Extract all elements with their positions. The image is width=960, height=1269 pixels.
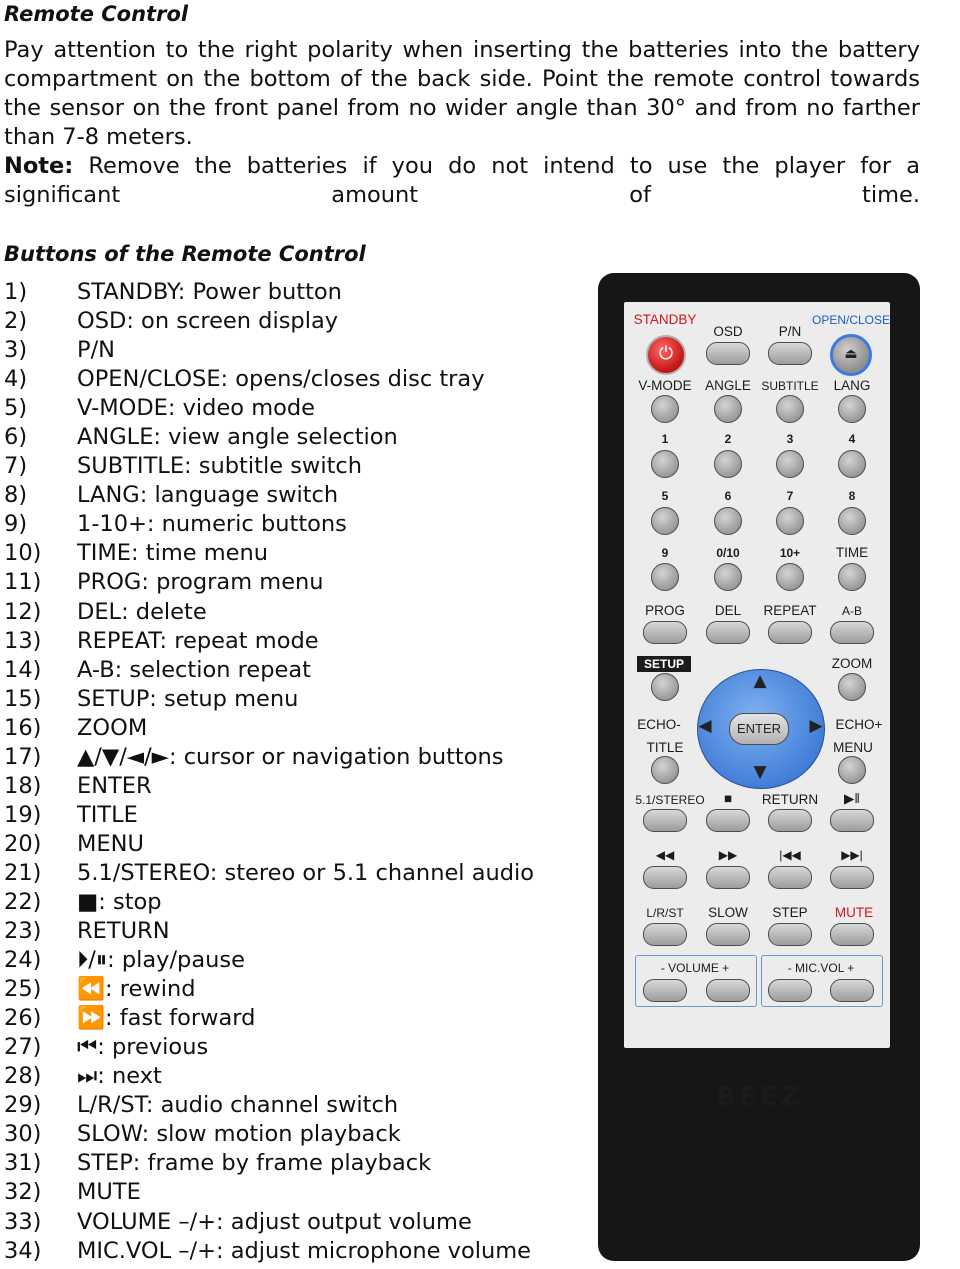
rewind-button[interactable] [643, 866, 687, 889]
label-slow: SLOW [708, 905, 748, 920]
list-item-number: 32) [4, 1179, 42, 1206]
label-lang: LANG [833, 378, 871, 393]
label-subtitle: SUBTITLE [761, 379, 819, 393]
label-3: 3 [786, 432, 794, 446]
list-item-number: 1) [4, 279, 28, 305]
digit-0-10-button[interactable] [714, 563, 742, 591]
list-item [4, 481, 564, 510]
note-label: Note: [4, 153, 74, 179]
subtitle-button[interactable] [776, 395, 804, 423]
left-arrow-icon[interactable]: ◀ [698, 716, 712, 736]
label-angle: ANGLE [705, 378, 751, 393]
list-item-number: 16) [4, 714, 42, 741]
list-item [4, 1004, 564, 1033]
label-volume: - VOLUME + [660, 961, 730, 975]
label-pn: P/N [778, 324, 802, 339]
label-4: 4 [848, 432, 856, 446]
list-item-text: TIME: time menu [77, 540, 269, 567]
list-item-text: DEL: delete [77, 598, 207, 625]
digit-9-button[interactable] [651, 563, 679, 591]
list-item-text: MIC.VOL –/+: adjust microphone volume [77, 1237, 531, 1264]
label-0-10: 0/10 [716, 546, 740, 560]
list-item-text: MENU [77, 830, 144, 857]
list-item-number: 25) [4, 976, 42, 1003]
label-9: 9 [661, 546, 669, 560]
setup-button[interactable] [651, 673, 679, 701]
list-item [4, 656, 564, 685]
zoom-button[interactable] [838, 673, 866, 701]
list-item-text: SLOW: slow motion playback [77, 1121, 401, 1148]
list-item [4, 830, 564, 859]
list-item-number: 3) [4, 337, 28, 364]
list-item-text: OPEN/CLOSE: opens/closes disc tray [77, 366, 485, 393]
list-item [4, 627, 564, 656]
list-item-text: SETUP: setup menu [77, 685, 299, 712]
list-item-text: OSD: on screen display [77, 308, 339, 335]
label-vmode: V-MODE [638, 378, 692, 393]
list-item [4, 772, 564, 801]
list-item-number: 30) [4, 1121, 42, 1148]
label-del: DEL [714, 603, 742, 618]
label-standby: STANDBY [633, 312, 697, 327]
list-item-text: ZOOM [77, 714, 148, 741]
list-item [4, 714, 564, 743]
list-item-number: 24) [4, 947, 42, 974]
list-item-text: 1-10+: numeric buttons [77, 511, 347, 538]
list-item [4, 510, 564, 539]
lang-button[interactable] [838, 395, 866, 423]
slow-button[interactable] [706, 923, 750, 946]
stop-icon: ■ [723, 791, 733, 806]
lrst-button[interactable] [643, 923, 687, 946]
digit-10plus-button[interactable] [776, 563, 804, 591]
digit-8-button[interactable] [838, 507, 866, 535]
micvol-minus-button[interactable] [768, 979, 812, 1002]
list-item-text: ⏭: next [77, 1063, 162, 1090]
brand-logo: BEEZ [715, 1082, 803, 1112]
time-button[interactable] [838, 563, 866, 591]
note [4, 152, 920, 210]
list-item-text: SUBTITLE: subtitle switch [77, 453, 363, 480]
list-item [4, 975, 564, 1004]
list-item-number: 4) [4, 366, 28, 393]
previous-button[interactable] [768, 866, 812, 889]
list-item [4, 539, 564, 568]
label-7: 7 [786, 489, 794, 503]
step-button[interactable] [768, 923, 812, 946]
list-item-number: 17) [4, 743, 42, 770]
list-item [4, 336, 564, 365]
previous-icon: |◀◀ [779, 848, 801, 862]
list-item-number: 12) [4, 598, 42, 625]
return-button[interactable] [768, 809, 812, 832]
list-item-number: 29) [4, 1092, 42, 1119]
repeat-button[interactable] [768, 621, 812, 644]
fast-forward-icon: ▶▶ [718, 848, 738, 862]
vmode-button[interactable] [651, 395, 679, 423]
label-echo-minus: ECHO- [637, 717, 681, 732]
list-item [4, 888, 564, 917]
list-item [4, 568, 564, 597]
ab-button[interactable] [830, 621, 874, 644]
list-item-text: ⏵/⏸: play/pause [77, 947, 245, 974]
digit-4-button[interactable] [838, 450, 866, 478]
digit-7-button[interactable] [776, 507, 804, 535]
list-item-number: 7) [4, 453, 28, 480]
list-item-number: 2) [4, 308, 28, 335]
list-item-text: ⏮: previous [77, 1034, 209, 1061]
label-51-stereo: 5.1/STEREO [635, 793, 705, 807]
list-item-number: 18) [4, 772, 42, 799]
list-item-number: 14) [4, 656, 42, 683]
label-menu: MENU [833, 740, 873, 755]
label-micvol: - MIC.VOL + [787, 961, 855, 975]
label-step: STEP [772, 905, 808, 920]
list-item [4, 917, 564, 946]
note-text: Remove the batteries if you do not intend to use the player for a significant amount of time. [4, 153, 921, 208]
osd-button[interactable] [706, 342, 750, 365]
digit-3-button[interactable] [776, 450, 804, 478]
list-item [4, 859, 564, 888]
list-item [4, 394, 564, 423]
eject-icon[interactable]: ⏏ [830, 334, 872, 376]
list-item-text: V-MODE: video mode [77, 395, 316, 422]
list-item [4, 452, 564, 481]
list-item-text: ANGLE: view angle selection [77, 424, 398, 451]
label-osd: OSD [713, 324, 743, 339]
list-item [4, 1062, 564, 1091]
stereo-button[interactable] [643, 809, 687, 832]
list-item [4, 685, 564, 714]
enter-button[interactable]: ENTER [729, 713, 789, 745]
list-item [4, 307, 564, 336]
label-2: 2 [724, 432, 732, 446]
label-8: 8 [848, 489, 856, 503]
page-title: Remote Control [4, 2, 189, 26]
label-zoom: ZOOM [831, 656, 873, 671]
list-item-number: 26) [4, 1005, 42, 1032]
fast-forward-button[interactable] [706, 866, 750, 889]
list-item-text: TITLE [77, 801, 138, 828]
label-ab: A-B [841, 604, 862, 618]
list-item-number: 13) [4, 627, 42, 654]
list-item [4, 598, 564, 627]
list-item-number: 11) [4, 569, 42, 596]
list-item [4, 946, 564, 975]
up-arrow-icon[interactable]: ▲ [753, 671, 767, 691]
label-time: TIME [835, 545, 869, 560]
list-item-number: 19) [4, 801, 42, 828]
list-item-text: REPEAT: repeat mode [77, 627, 319, 654]
label-openclose: OPEN/CLOSE [811, 313, 891, 327]
list-item-number: 20) [4, 830, 42, 857]
digit-6-button[interactable] [714, 507, 742, 535]
list-item-text: LANG: language switch [77, 482, 339, 509]
micvol-plus-button[interactable] [830, 979, 874, 1002]
label-setup: SETUP [637, 656, 691, 672]
play-pause-icon: ▶‖ [844, 791, 860, 806]
label-mute: MUTE [834, 905, 874, 920]
list-item-text: RETURN [77, 918, 170, 945]
volume-plus-button[interactable] [706, 979, 750, 1002]
list-item-text: VOLUME –/+: adjust output volume [77, 1208, 472, 1235]
menu-button[interactable] [838, 756, 866, 784]
list-item [4, 1208, 564, 1237]
list-item [4, 1149, 564, 1178]
stop-button[interactable] [706, 809, 750, 832]
label-echo-plus: ECHO+ [835, 717, 883, 732]
label-title: TITLE [646, 740, 684, 755]
list-item-text: L/R/ST: audio channel switch [77, 1092, 399, 1119]
list-item-number: 31) [4, 1150, 42, 1177]
list-item-number: 33) [4, 1208, 42, 1235]
buttons-list [4, 278, 564, 1266]
volume-minus-button[interactable] [643, 979, 687, 1002]
rewind-icon: ◀◀ [655, 848, 675, 862]
list-item-text: A-B: selection repeat [77, 656, 311, 683]
title-button[interactable] [651, 756, 679, 784]
list-item-text: ▲/▼/◄/►: cursor or navigation buttons [77, 743, 504, 770]
right-arrow-icon[interactable]: ▶ [809, 716, 823, 736]
next-button[interactable] [830, 866, 874, 889]
label-return: RETURN [761, 792, 819, 807]
list-item [4, 743, 564, 772]
mute-button[interactable] [830, 923, 874, 946]
list-item [4, 278, 564, 307]
list-item-text: STANDBY: Power button [77, 279, 342, 305]
list-item-text: ⏩: fast forward [77, 1005, 256, 1032]
list-item-number: 22) [4, 888, 42, 915]
list-item-text: 5.1/STEREO: stereo or 5.1 channel audio [77, 859, 535, 886]
list-item [4, 1237, 564, 1266]
list-item-number: 8) [4, 482, 28, 509]
next-icon: ▶▶| [841, 848, 863, 862]
del-button[interactable] [706, 621, 750, 644]
list-item [4, 423, 564, 452]
list-item-text: ■: stop [77, 888, 162, 915]
angle-button[interactable] [714, 395, 742, 423]
list-item-number: 9) [4, 511, 28, 538]
list-item-text: PROG: program menu [77, 569, 324, 596]
list-item [4, 365, 564, 394]
play-pause-button[interactable] [830, 809, 874, 832]
digit-1-button[interactable] [651, 450, 679, 478]
label-5: 5 [661, 489, 669, 503]
list-item-text: MUTE [77, 1179, 141, 1206]
intro-paragraph [4, 36, 920, 210]
list-item-number: 34) [4, 1237, 42, 1264]
list-item-number: 5) [4, 395, 28, 422]
section-title: Buttons of the Remote Control [4, 242, 366, 266]
pn-button[interactable] [768, 342, 812, 365]
list-item-number: 10) [4, 540, 42, 567]
down-arrow-icon[interactable]: ▼ [753, 762, 767, 782]
label-prog: PROG [645, 603, 685, 618]
digit-2-button[interactable] [714, 450, 742, 478]
list-item-text: STEP: frame by frame playback [77, 1150, 432, 1177]
power-icon[interactable]: ⏻ [646, 335, 686, 375]
digit-5-button[interactable] [651, 507, 679, 535]
list-item [4, 1033, 564, 1062]
label-1: 1 [661, 432, 669, 446]
list-item-text: P/N [77, 337, 115, 364]
list-item [4, 1178, 564, 1207]
list-item-number: 28) [4, 1063, 42, 1090]
list-item [4, 1120, 564, 1149]
list-item [4, 1091, 564, 1120]
label-lrst: L/R/ST [646, 906, 684, 920]
list-item-number: 15) [4, 685, 42, 712]
list-item-number: 27) [4, 1034, 42, 1061]
label-repeat: REPEAT [763, 603, 817, 618]
list-item-number: 21) [4, 859, 42, 886]
list-item-text: ENTER [77, 772, 152, 799]
intro-text: Pay attention to the right polarity when inserting the batteries into the battery compartment on the bottom of the back side. Point the remote control towards the sensor on the front panel from no wider angle than 30° and from no farther than 7-8 meters. [4, 37, 920, 150]
list-item [4, 801, 564, 830]
label-10plus: 10+ [779, 546, 801, 560]
list-item-number: 23) [4, 918, 42, 945]
prog-button[interactable] [643, 621, 687, 644]
list-item-number: 6) [4, 424, 28, 451]
list-item-text: ⏪: rewind [77, 976, 196, 1003]
label-6: 6 [724, 489, 732, 503]
